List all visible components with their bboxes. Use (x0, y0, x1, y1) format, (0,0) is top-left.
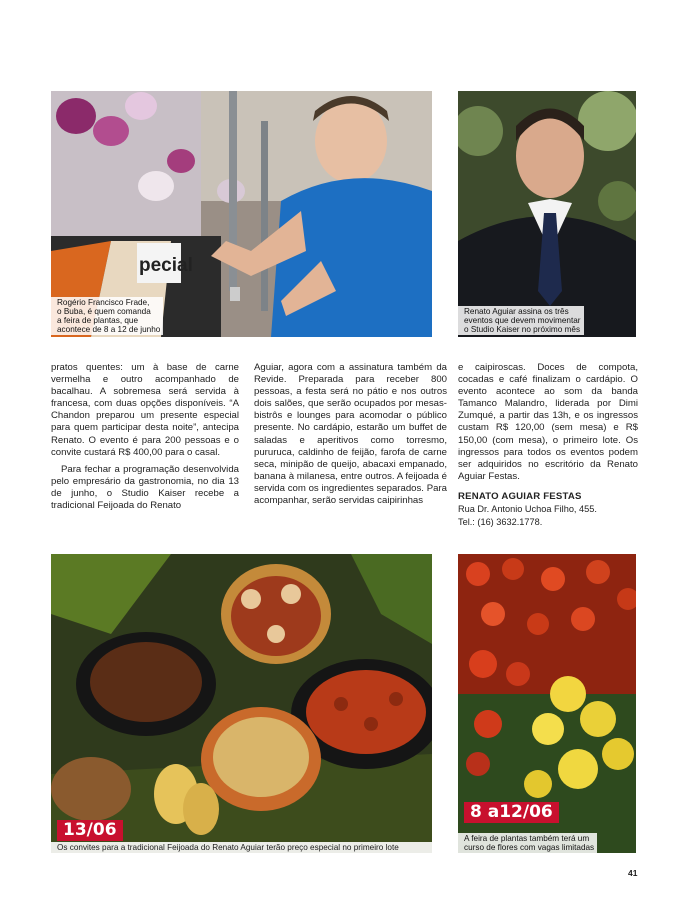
article-column-3 (458, 362, 638, 529)
caption-line: acontece de 8 a 12 de junho (57, 325, 161, 334)
portrait-image (458, 91, 636, 337)
contact-heading: RENATO AGUIAR FESTAS (458, 490, 582, 502)
paragraph: pratos quentes: um à base de carne vermelha e outro acompanhado de bacalhau. A sobremesa será servida à francesa, com duas opções disponíveis. “A Chandon preparou um presente especial para quem participar desta noite”, antecipa Renato. O evento é para 200 pessoas e o convite custará R$ 400,00 para o casal. (51, 362, 239, 458)
caption-line: eventos que devem movimentar (464, 316, 581, 325)
article-column-1 (51, 362, 239, 517)
caption-line: o Buba, é quem comanda (57, 307, 151, 316)
flowers-photo (458, 554, 636, 853)
feijoada-date-badge: 13/06 (57, 820, 123, 841)
paragraph: Aguiar, agora com a assinatura também da Revide. Preparada para receber 800 pessoas, a festa será no pátio e nos outros dois salões, que serão ocupados por mesas-bistrôs e lounges para acomodar o público presente. No cardápio, estarão um buffet de saladas e aperitivos como torresmo, pururuca, caldinho de feijão, farofa de carne seca, minipão de queijo, abacaxi empanado, banana à milanesa, entre outros. A feijoada é servida com os ingredientes separados. Para acompanhar, serão servidas caipirinhas (254, 362, 447, 507)
plant-fair-caption (51, 297, 163, 335)
caption-line: Renato Aguiar assina os três (464, 307, 569, 316)
feijoada-caption: Os convites para a tradicional Feijoada do Renato Aguiar terão preço especial no primeiro lote (51, 842, 432, 853)
flowers-date-badge: 8 a12/06 (464, 802, 559, 823)
paragraph: e caipiroscas. Doces de compota, cocadas e café finalizam o cardápio. O evento acontece ao som da banda Tamanco Malandro, liderada por Dimi Zumqué, a partir das 13h, e os ingressos custam R$ 120,00 (sem mesa) e R$ 150,00 (com mesa), o primeiro lote. Os ingressos para todos os eventos podem ser adquiridos no escritório da Renato Aguiar Festas. (458, 362, 638, 482)
portrait-caption (458, 306, 584, 335)
flowers-caption (458, 833, 597, 853)
sign-text: pecial (139, 255, 193, 276)
paragraph: Para fechar a programação desenvolvida pelo empresário da gastronomia, no dia 13 de junho, o Studio Kaiser recebe a tradicional Feijoada do Renato (51, 463, 239, 512)
caption-line: A feira de plantas também terá um (464, 834, 590, 843)
caption-line: curso de flores com vagas limitadas (464, 843, 595, 852)
caption-line: o Studio Kaiser no próximo mês (464, 325, 581, 334)
portrait-photo (458, 91, 636, 337)
feijoada-image (51, 554, 432, 853)
caption-line: a feira de plantas, que (57, 316, 139, 325)
caption-line: Rogério Francisco Frade, (57, 298, 150, 307)
article-column-2 (254, 362, 447, 512)
contact-phone: Tel.: (16) 3632.1778. (458, 517, 543, 528)
contact-address: Rua Dr. Antonio Uchoa Filho, 455. (458, 504, 597, 515)
page-number: 41 (628, 868, 638, 878)
plant-fair-photo (51, 91, 432, 337)
feijoada-photo (51, 554, 432, 853)
